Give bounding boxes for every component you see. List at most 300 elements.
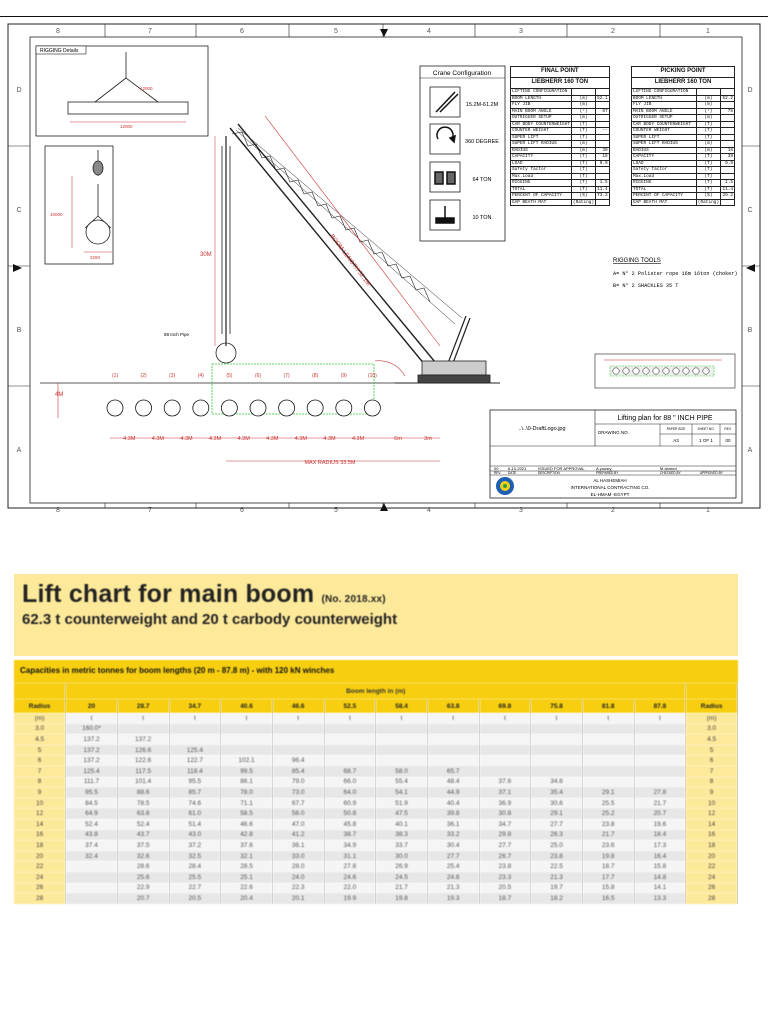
capacity-cell: 95.5: [66, 787, 118, 798]
unit-cell: t: [479, 713, 531, 724]
capacity-cell: [582, 777, 634, 788]
pipe: [336, 400, 352, 416]
picking-point-cell: OUTRIGGER SETUP: [632, 115, 697, 122]
grid-label: 2: [611, 28, 615, 35]
capacity-cell: 137.2: [66, 734, 118, 745]
capacity-cell: 29.1: [582, 787, 634, 798]
grid-label: D: [16, 87, 22, 94]
capacity-cell: 33.2: [427, 830, 479, 841]
final-point-row: [511, 199, 610, 206]
final-point-cell: RADIUS: [511, 147, 572, 154]
capacity-cell: 102.1: [221, 755, 273, 766]
key-plan-pipe: [693, 368, 699, 374]
revision-header: DATE: [508, 471, 517, 475]
final-point-cell: 52.1: [597, 95, 608, 101]
capacity-cell: 24.0: [272, 872, 324, 883]
capacity-cell: 95.5: [169, 777, 221, 788]
spacing-label: 4.3M: [151, 436, 165, 442]
final-point-cell: (T): [571, 173, 595, 180]
config-label: 360 DEGREE: [465, 139, 499, 145]
revision-cell: M.ahmed: [660, 466, 677, 471]
capacity-cell: 20.5: [169, 893, 221, 904]
picking-point-cell: (T): [696, 160, 720, 167]
capacity-cell: [272, 724, 324, 735]
capacity-cell: 29.1: [531, 808, 583, 819]
picking-point-cell: (T): [696, 180, 720, 187]
lift-chart-row: [14, 755, 738, 766]
radius-cell: 20: [14, 851, 66, 862]
capacity-cell: 137.2: [66, 745, 118, 756]
picking-point-cell: RIGGING: [632, 180, 697, 187]
capacity-cell: [66, 883, 118, 894]
capacity-cell: [634, 734, 686, 745]
spacing-label: 4.3M: [237, 436, 250, 442]
radius-cell: 22: [686, 861, 738, 872]
config-label: 15.2M-61.2M: [465, 102, 499, 108]
radius-cell: 12: [686, 808, 738, 819]
picking-point-cell: COUNTER WEIGHT: [632, 128, 697, 135]
capacity-cell: [531, 734, 583, 745]
capacity-cell: [531, 745, 583, 756]
boom-length-column: 58.4: [376, 699, 428, 713]
boom-length-column: 28.7: [117, 699, 169, 713]
config-label: 10 TON: [472, 215, 492, 221]
mast-height-label: 30M: [200, 252, 212, 258]
spacing-label: 4.3M: [266, 436, 279, 442]
capacity-cell: 43.8: [66, 830, 118, 841]
boom-length-header: Boom length in (m): [66, 683, 686, 699]
drawing-title: Lifting plan for 88 " INCH PIPE: [617, 415, 713, 422]
capacity-cell: 33.7: [376, 840, 428, 851]
lift-chart-row: [14, 861, 738, 872]
revision-header: DESCRIPTION: [538, 471, 560, 475]
capacity-cell: 160.0*: [66, 724, 118, 735]
radius-cell: 3.0: [14, 724, 66, 735]
radius-cell: 28: [686, 893, 738, 904]
lift-chart-row: [14, 808, 738, 819]
final-point-cell: RIGGING: [511, 180, 572, 187]
hook-dim: 10000: [50, 212, 63, 217]
lift-chart-title: [22, 580, 738, 609]
radius-cell: 24: [14, 872, 66, 883]
final-point-cell: CAR BODY COUNTERWEIGHT: [512, 121, 570, 127]
radius-cell: 18: [686, 840, 738, 851]
key-plan-pipe: [643, 368, 649, 374]
revision-header: PREPARED BY: [596, 471, 619, 475]
capacity-cell: 43.7: [117, 830, 169, 841]
capacity-cell: [582, 766, 634, 777]
capacity-cell: 15.8: [634, 861, 686, 872]
capacity-cell: [376, 745, 428, 756]
lift-chart-row: [14, 787, 738, 798]
unit-cell: t: [324, 713, 376, 724]
capacity-cell: 30.4: [427, 840, 479, 851]
radius-cell: 4.5: [686, 734, 738, 745]
capacity-cell: 22.3: [272, 883, 324, 894]
picking-point-cell: (m): [696, 141, 720, 148]
capacity-cell: 101.4: [117, 777, 169, 788]
capacity-cell: 23.8: [479, 861, 531, 872]
capacity-cell: [376, 724, 428, 735]
picking-point-cell: (T): [696, 154, 720, 161]
capacity-cell: 60.9: [324, 798, 376, 809]
final-point-cell: [596, 199, 610, 206]
picking-point-cell: FLY JIB: [632, 102, 697, 109]
final-point-cell: --: [596, 128, 610, 135]
capacity-cell: [221, 734, 273, 745]
boom-length-column: 46.6: [272, 699, 324, 713]
lift-chart: [14, 574, 738, 1024]
pipe-label: 88 Inch Pipe: [164, 332, 190, 337]
revision-cell: 6-10-2021: [508, 466, 527, 471]
spacing-label: 4.3M: [208, 436, 222, 442]
capacity-cell: [634, 745, 686, 756]
drawing-no-label: DRAWING NO.: [598, 430, 629, 435]
final-point-table: [510, 66, 610, 206]
capacity-cell: 21.7: [376, 883, 428, 894]
boom-length-column: 34.7: [169, 699, 221, 713]
final-point-cell: 9.9: [596, 160, 610, 167]
capacity-cell: 37.6: [479, 777, 531, 788]
capacity-cell: [427, 734, 479, 745]
grid-label: C: [16, 207, 22, 214]
boom-dimension-line: [265, 116, 440, 346]
pipe-number: (6): [254, 373, 262, 379]
radius-cell: 5: [686, 745, 738, 756]
capacity-cell: 52.4: [66, 819, 118, 830]
capacity-cell: 25.5: [169, 872, 221, 883]
radius-cell: 9: [686, 787, 738, 798]
capacity-cell: 37.2: [169, 840, 221, 851]
radius-cell: 14: [686, 819, 738, 830]
capacity-cell: 18.2: [531, 893, 583, 904]
capacity-cell: 27.7: [479, 840, 531, 851]
radius-cell: 10: [14, 798, 66, 809]
capacity-cell: 35.4: [531, 787, 583, 798]
offset-label: 6m: [394, 436, 402, 442]
capacity-cell: 125.4: [66, 766, 118, 777]
unit-cell: t: [221, 713, 273, 724]
unit-cell: t: [66, 713, 118, 724]
final-point-cell: LOAD: [511, 160, 572, 167]
capacity-cell: 61.0: [169, 808, 221, 819]
grid-label: C: [747, 207, 753, 214]
max-radius-label: MAX RADIUS 33.5M: [304, 460, 356, 466]
revision-header: APPROVED BY: [700, 471, 723, 475]
lifting-plan-drawing: [0, 16, 768, 516]
capacity-cell: 26.9: [376, 861, 428, 872]
capacity-cell: [479, 755, 531, 766]
final-point-cell: COUNTER WEIGHT: [511, 128, 572, 135]
picking-point-cell: (T): [696, 186, 720, 193]
capacity-cell: 24.6: [324, 872, 376, 883]
capacity-cell: 40.1: [376, 819, 428, 830]
capacity-cell: 25.1: [221, 872, 273, 883]
final-point-cell: (m): [571, 141, 595, 148]
spacing-label: 4.3M: [294, 436, 308, 442]
final-point-cell: 1.5: [596, 180, 610, 187]
final-point-cell: FLY JIB: [511, 102, 572, 109]
picking-point-cell: (m): [696, 95, 720, 102]
final-point-cell: (m): [571, 147, 595, 154]
pipe-number: (7): [283, 373, 290, 379]
lift-chart-title-text: Lift chart for main boom: [22, 580, 315, 608]
lift-chart-row: [14, 724, 738, 735]
capacity-cell: 19.9: [324, 893, 376, 904]
pipe-number: (8): [312, 373, 319, 379]
picking-point-cell: (T): [696, 121, 720, 128]
capacity-cell: [427, 724, 479, 735]
capacity-cell: 58.5: [221, 808, 273, 819]
capacity-cell: 52.4: [117, 819, 169, 830]
capacity-cell: 85.4: [272, 766, 324, 777]
capacity-cell: 41.2: [272, 830, 324, 841]
capacity-cell: 78.0: [221, 787, 273, 798]
unit-cell: t: [427, 713, 479, 724]
picking-point-cell: (°): [696, 108, 720, 115]
capacity-cell: 73.0: [272, 787, 324, 798]
capacity-cell: [582, 734, 634, 745]
capacity-cell: 20.5: [479, 883, 531, 894]
final-point-cell: SUPER LIFT RADIUS: [511, 141, 572, 148]
picking-point-cell: SUPER LIFT: [632, 134, 697, 141]
radius-cell: 8: [14, 777, 66, 788]
key-plan-pipe: [663, 368, 669, 374]
capacity-cell: [531, 766, 583, 777]
grid-label: 6: [240, 28, 244, 35]
radius-corner-cell: [686, 683, 738, 699]
capacity-cell: 21.7: [634, 798, 686, 809]
rigging-tool-line: A= N° 2 Polister rope 16m 16ton (choker): [613, 271, 738, 277]
capacity-cell: 51.4: [169, 819, 221, 830]
capacity-cell: 23.6: [582, 840, 634, 851]
lift-chart-row: [14, 851, 738, 862]
picking-point-header: PICKING POINT: [632, 67, 735, 78]
picking-point-cell: CAPACITY: [632, 154, 697, 161]
rigging-details-box: [36, 46, 208, 136]
final-point-cell: BOOM LENGTH: [511, 95, 572, 102]
unit-cell: t: [169, 713, 221, 724]
capacity-cell: [479, 734, 531, 745]
key-plan-pipe: [623, 368, 629, 374]
capacity-cell: 21.7: [582, 830, 634, 841]
capacity-cell: [324, 724, 376, 735]
unit-cell: (m): [686, 713, 738, 724]
capacity-cell: [324, 745, 376, 756]
final-point-cell: 11.4: [597, 186, 608, 192]
final-point-cell: (T): [571, 128, 595, 135]
capacity-cell: 28.0: [272, 861, 324, 872]
capacity-cell: 27.7: [427, 851, 479, 862]
capacity-cell: 28.4: [169, 861, 221, 872]
capacity-cell: 42.8: [221, 830, 273, 841]
capacity-cell: 23.8: [531, 851, 583, 862]
capacity-cell: 22.7: [169, 883, 221, 894]
capacity-cell: [582, 724, 634, 735]
final-point-cell: (T): [571, 160, 595, 167]
capacity-cell: 26.7: [479, 851, 531, 862]
capacity-cell: 37.4: [66, 840, 118, 851]
capacity-cell: 84.5: [66, 798, 118, 809]
capacity-cell: 24.6: [427, 872, 479, 883]
picking-point-cell: (m): [696, 147, 720, 154]
capacity-cell: 19.3: [427, 893, 479, 904]
capacity-cell: 118.4: [169, 766, 221, 777]
capacity-cell: 27.7: [531, 819, 583, 830]
radius-cell: 6: [14, 755, 66, 766]
pipe: [307, 400, 323, 416]
capacity-cell: 15.8: [582, 883, 634, 894]
key-plan-pipe: [653, 368, 659, 374]
picking-point-cell: Safety factor: [632, 167, 697, 174]
radius-cell: 24: [686, 872, 738, 883]
final-point-cell: LIFTING CONFIGURATION: [511, 89, 572, 96]
capacity-cell: 33.0: [272, 851, 324, 862]
grid-label: 8: [56, 507, 60, 514]
capacity-cell: [582, 745, 634, 756]
final-point-cell: GAP BEATH MAT: [511, 199, 572, 206]
final-point-cell: CAPACITY: [511, 154, 572, 161]
grid-label: 8: [56, 28, 60, 35]
company-line: EL-HMAM -EGYPT: [590, 492, 630, 497]
key-plan-pipe: [673, 368, 679, 374]
pipe-number: (3): [169, 373, 176, 379]
unit-cell: t: [272, 713, 324, 724]
grid-label: A: [16, 447, 22, 454]
unit-cell: t: [531, 713, 583, 724]
pipe: [107, 400, 123, 416]
company-logo: [496, 477, 514, 495]
grid-label: 3: [519, 28, 523, 35]
capacity-cell: 96.4: [272, 755, 324, 766]
key-plan-pipe: [613, 368, 619, 374]
final-point-cell: MAIN BOOM ANGLE: [511, 108, 572, 115]
final-point-cell: (T): [571, 186, 595, 193]
lift-chart-row: [14, 734, 738, 745]
pipe: [250, 400, 266, 416]
capacity-cell: [324, 734, 376, 745]
picking-point-cell: 9.9: [721, 160, 735, 167]
lift-chart-row: [14, 798, 738, 809]
sheet-no-label: SHEET NO.: [697, 427, 715, 431]
grid-label: 5: [334, 507, 338, 514]
capacity-cell: 44.9: [427, 787, 479, 798]
picking-point-cell: BOOM LENGTH: [632, 95, 697, 102]
capacity-cell: 117.5: [117, 766, 169, 777]
radius-cell: 12: [14, 808, 66, 819]
height-label: 4M: [55, 392, 64, 398]
capacity-cell: 32.1: [221, 851, 273, 862]
capacity-cell: 71.1: [221, 798, 273, 809]
capacity-cell: 37.1: [479, 787, 531, 798]
radius-header: Radius: [14, 699, 66, 713]
rigging-tool-line: B= N° 2 SHACKLES 35 T: [613, 283, 679, 289]
grid-label: 2: [611, 507, 615, 514]
radius-corner-cell: [14, 683, 66, 699]
final-point-cell: (T): [571, 134, 595, 141]
boom-length-row: [14, 683, 738, 699]
capacity-cell: 48.4: [427, 777, 479, 788]
grid-label: 7: [148, 507, 152, 514]
capacity-cell: 43.0: [169, 830, 221, 841]
picking-point-row: [632, 199, 735, 206]
grid-label: 4: [427, 28, 431, 35]
capacity-cell: 78.5: [117, 798, 169, 809]
radius-cell: 26: [14, 883, 66, 894]
capacity-cell: 32.4: [66, 851, 118, 862]
capacity-cell: 64.0: [324, 787, 376, 798]
capacity-cell: [531, 724, 583, 735]
spacing-label: 4.3M: [123, 436, 136, 442]
capacity-cell: 26.3: [531, 830, 583, 841]
capacity-cell: 47.5: [376, 808, 428, 819]
rigging-dim: 12000: [140, 86, 153, 91]
final-point-cell: 73.3: [597, 193, 608, 198]
capacity-cell: [427, 755, 479, 766]
hook-dim: 2260: [90, 255, 101, 260]
capacity-cell: 66.0: [324, 777, 376, 788]
capacity-cell: [272, 745, 324, 756]
capacity-cell: 19.8: [582, 851, 634, 862]
grid-label: D: [747, 87, 753, 94]
capacity-cell: 31.1: [324, 851, 376, 862]
capacity-cell: 21.3: [531, 872, 583, 883]
final-point-cell: Safety factor: [511, 167, 572, 174]
picking-point-cell: RADIUS: [632, 147, 697, 154]
radius-cell: 22: [14, 861, 66, 872]
capacity-cell: 38.3: [376, 830, 428, 841]
config-label: 64 TON: [472, 177, 492, 183]
picking-point-cell: (Rating): [697, 199, 719, 205]
capacity-cell: 45.8: [324, 819, 376, 830]
final-point-cell: PERCENT OF CAPACITY: [511, 193, 572, 200]
radius-cell: 8: [686, 777, 738, 788]
lift-chart-row: [14, 893, 738, 904]
final-point-cell: 67: [596, 108, 610, 115]
final-point-crane: LIEBHERR 160 TON: [511, 78, 610, 89]
unit-cell: t: [117, 713, 169, 724]
capacity-cell: 22.5: [531, 861, 583, 872]
capacity-cell: [427, 745, 479, 756]
capacity-cell: [376, 755, 428, 766]
boom-length-column: 63.8: [427, 699, 479, 713]
capacity-cell: 17.3: [634, 840, 686, 851]
capacity-cell: 34.7: [479, 819, 531, 830]
radius-cell: 16: [14, 830, 66, 841]
capacity-cell: 14.1: [634, 883, 686, 894]
capacity-cell: 63.8: [117, 808, 169, 819]
grid-label: 4: [427, 507, 431, 514]
spacing-label: 4.3M: [180, 436, 193, 442]
capacity-cell: 47.0: [272, 819, 324, 830]
revision-cell: 00: [494, 466, 499, 471]
radius-cell: 3.0: [686, 724, 738, 735]
capacity-cell: 58.0: [376, 766, 428, 777]
boom-length-column: 75.8: [531, 699, 583, 713]
picking-point-table: [631, 66, 735, 206]
capacity-cell: 13.3: [634, 893, 686, 904]
revision-header: CHECKED BY: [660, 471, 681, 475]
final-point-cell: (T): [571, 167, 595, 174]
boom-length-column: 81.8: [582, 699, 634, 713]
capacity-cell: [479, 745, 531, 756]
capacity-cell: 50.8: [324, 808, 376, 819]
unit-cell: (m): [14, 713, 66, 724]
capacity-cell: 54.1: [376, 787, 428, 798]
capacity-cell: 36.1: [272, 840, 324, 851]
capacity-cell: 28.5: [221, 861, 273, 872]
capacity-cell: [634, 766, 686, 777]
